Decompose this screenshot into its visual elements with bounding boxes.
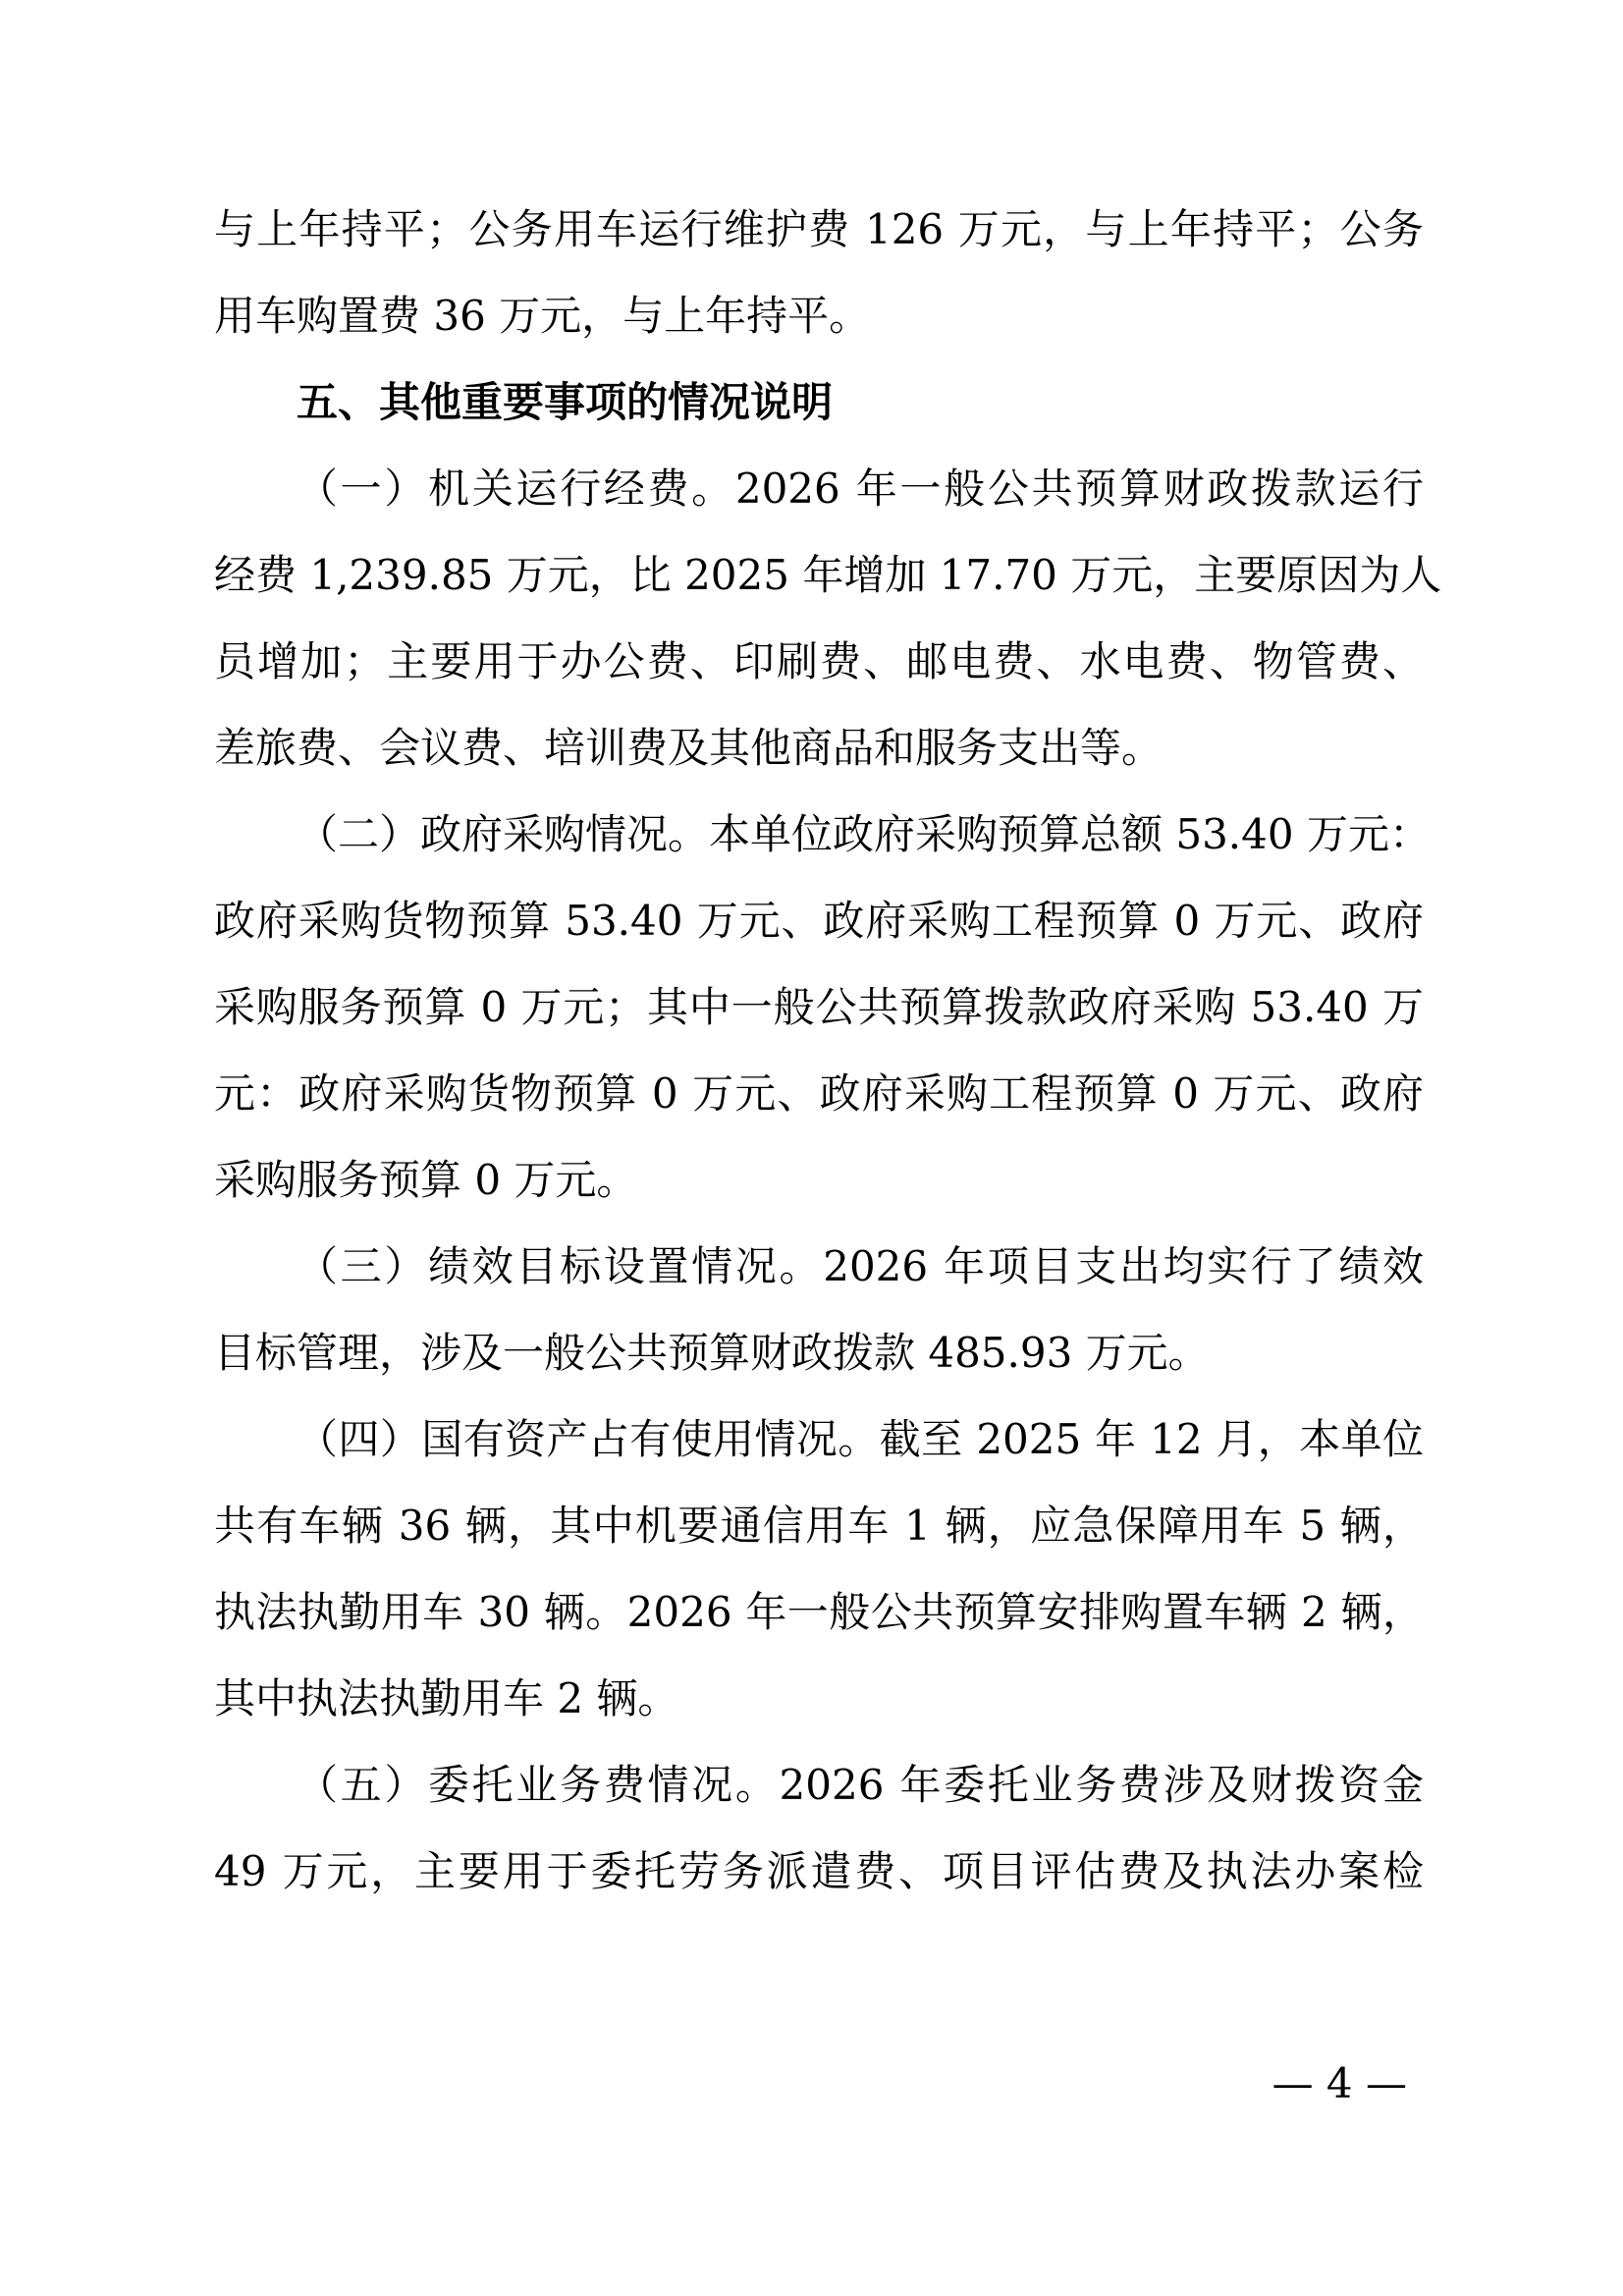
paragraph-line: （四）国有资产占有使用情况。截至 2025 年 12 月，本单位 bbox=[297, 1415, 1424, 1463]
paragraph-line: 采购服务预算 0 万元；其中一般公共预算拨款政府采购 53.40 万 bbox=[214, 983, 1424, 1031]
paragraph-line: （二）政府采购情况。本单位政府采购预算总额 53.40 万元： bbox=[297, 810, 1431, 858]
paragraph-line: 员增加；主要用于办公费、印刷费、邮电费、水电费、物管费、 bbox=[214, 637, 1424, 685]
paragraph-line: 目标管理，涉及一般公共预算财政拨款 485.93 万元。 bbox=[214, 1329, 1210, 1377]
paragraph-line: 共有车辆 36 辆，其中机要通信用车 1 辆，应急保障用车 5 辆， bbox=[214, 1502, 1424, 1550]
paragraph-line: 49 万元，主要用于委托劳务派遣费、项目评估费及执法办案检 bbox=[214, 1847, 1424, 1895]
section-heading: 五、其他重要事项的情况说明 bbox=[297, 378, 834, 426]
paragraph-line: 其中执法执勤用车 2 辆。 bbox=[214, 1674, 679, 1722]
paragraph-line: 元：政府采购货物预算 0 万元、政府采购工程预算 0 万元、政府 bbox=[214, 1069, 1424, 1118]
paragraph-line: 政府采购货物预算 53.40 万元、政府采购工程预算 0 万元、政府 bbox=[214, 897, 1424, 945]
page-number: — 4 — bbox=[1271, 2059, 1407, 2107]
paragraph-line: （一）机关运行经费。2026 年一般公共预算财政拨款运行 bbox=[297, 465, 1424, 513]
paragraph-line: 差旅费、会议费、培训费及其他商品和服务支出等。 bbox=[214, 724, 1163, 772]
paragraph-line: （三）绩效目标设置情况。2026 年项目支出均实行了绩效 bbox=[297, 1242, 1424, 1290]
paragraph-line: 与上年持平；公务用车运行维护费 126 万元，与上年持平；公务 bbox=[214, 205, 1424, 253]
paragraph-line: 用车购置费 36 万元，与上年持平。 bbox=[214, 292, 871, 340]
paragraph-line: （五）委托业务费情况。2026 年委托业务费涉及财拨资金 bbox=[297, 1761, 1424, 1809]
paragraph-line: 执法执勤用车 30 辆。2026 年一般公共预算安排购置车辆 2 辆， bbox=[214, 1588, 1424, 1636]
paragraph-line: 经费 1,239.85 万元，比 2025 年增加 17.70 万元，主要原因为人 bbox=[214, 551, 1442, 599]
paragraph-line: 采购服务预算 0 万元。 bbox=[214, 1156, 638, 1204]
